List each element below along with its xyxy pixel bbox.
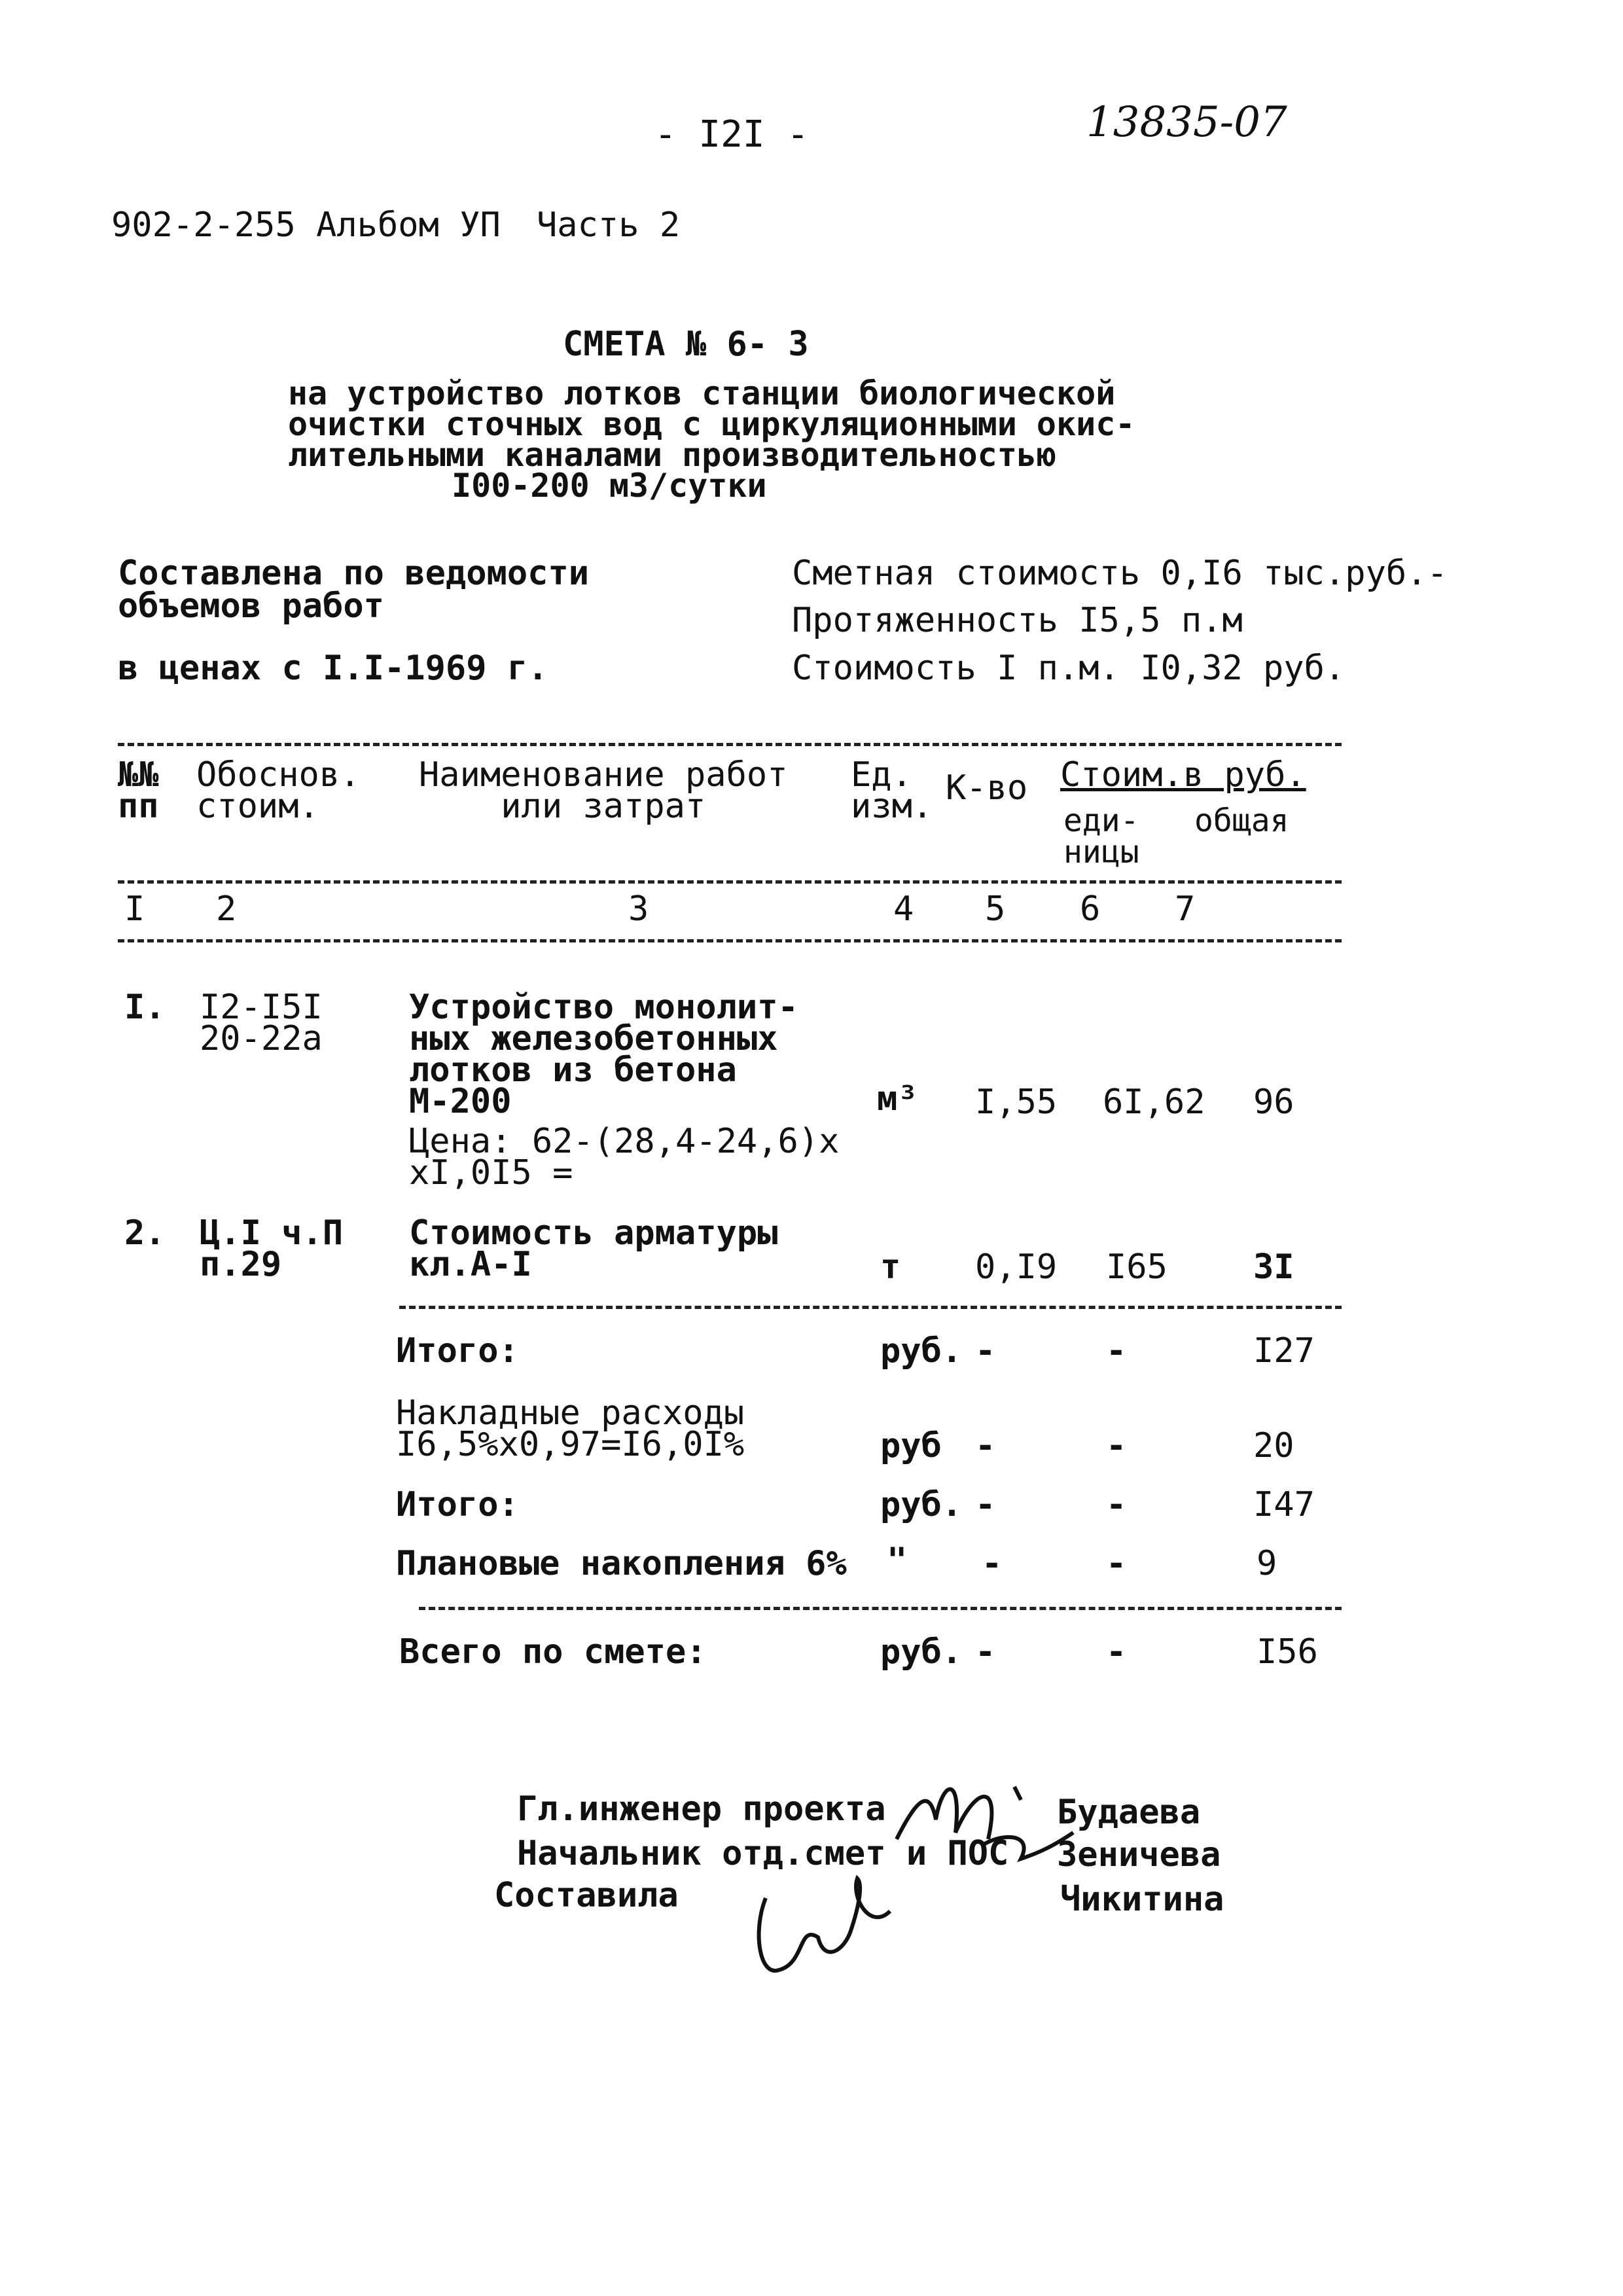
planned-savings-total: 9 xyxy=(1257,1544,1277,1583)
subtotal-2-qty: - xyxy=(975,1485,996,1524)
planned-savings-qty: - xyxy=(982,1544,1003,1583)
inventory-number: 13835-07 xyxy=(1086,98,1287,147)
row-2-unit: т xyxy=(880,1247,901,1287)
col-number-6: 6 xyxy=(1080,889,1101,929)
row-2-unit-price: I65 xyxy=(1106,1247,1168,1287)
planned-savings-unit: " xyxy=(887,1541,908,1580)
subtitle-line-2: очистки сточных вод с циркуляционными окис- xyxy=(288,405,1135,443)
subtitle-line-1: на устройство лотков станции биологической xyxy=(288,374,1116,412)
header-cost: Стоим.в руб. xyxy=(1060,755,1306,795)
header-basis: Обоснов. стоим. xyxy=(196,755,361,826)
col-number-3: 3 xyxy=(628,889,649,929)
signature-name-chief-engineer: Будаева xyxy=(1057,1793,1201,1832)
subtotal-2-total: I47 xyxy=(1253,1485,1315,1524)
compiled-from-line-2: объемов работ xyxy=(118,586,384,626)
grand-total-price: - xyxy=(1106,1632,1127,1672)
signature-role-chief-engineer: Гл.инженер проекта xyxy=(517,1789,886,1829)
planned-savings-price: - xyxy=(1106,1544,1127,1583)
row-1-name: Устройство монолит- ных железобетонных лотков из бетона М-200 xyxy=(409,988,798,1121)
header-bottom-rule xyxy=(118,939,1342,942)
part-label: Часть 2 xyxy=(537,206,681,245)
estimated-cost: Сметная стоимость 0,I6 тыс.руб.- xyxy=(792,554,1448,593)
subtotal-2-label: Итого: xyxy=(396,1485,519,1524)
row-1-unit-price: 6I,62 xyxy=(1103,1083,1205,1122)
overhead-qty: - xyxy=(975,1426,996,1465)
grand-total-label: Всего по смете: xyxy=(399,1632,707,1672)
header-qty: К-во xyxy=(946,768,1028,808)
page-number: - I2I - xyxy=(654,113,810,156)
header-num: №№ пп xyxy=(118,755,159,826)
grand-total-total: I56 xyxy=(1257,1632,1318,1672)
subtitle-line-3: лительными каналами производительностью xyxy=(288,436,1056,474)
signature-name-department-head: Зеничева xyxy=(1057,1835,1221,1874)
header-mid-rule xyxy=(118,880,1342,884)
subtotal-label: Итого: xyxy=(396,1331,519,1371)
grand-total-qty: - xyxy=(975,1632,996,1672)
unit-cost-info: Стоимость I п.м. I0,32 руб. xyxy=(792,649,1346,688)
col-number-1: I xyxy=(124,889,145,929)
row-1-num: I. xyxy=(124,988,166,1027)
album-reference: 902-2-255 Альбом УП xyxy=(111,206,501,245)
subtotal-price: - xyxy=(1106,1331,1127,1371)
col-number-2: 2 xyxy=(216,889,237,929)
rows-bottom-rule xyxy=(399,1306,1342,1309)
row-1-total: 96 xyxy=(1253,1083,1294,1122)
price-basis: в ценах с I.I-1969 г. xyxy=(118,649,548,688)
row-2-total: 3I xyxy=(1253,1247,1294,1287)
subtotal-unit: руб. xyxy=(880,1331,963,1371)
subtotal-qty: - xyxy=(975,1331,996,1371)
signature-role-compiler: Составила xyxy=(494,1876,679,1915)
signature-mark-chief-engineer xyxy=(890,1761,1099,1885)
signature-name-compiler: Чикитина xyxy=(1060,1880,1224,1919)
overhead-label: Накладные расходы I6,5%х0,97=I6,0I% xyxy=(396,1393,745,1464)
row-1-qty: I,55 xyxy=(975,1083,1058,1122)
subtitle-line-4: I00-200 м3/сутки xyxy=(452,467,767,505)
row-2-basis: Ц.I ч.П п.29 xyxy=(200,1213,344,1284)
row-2-num: 2. xyxy=(124,1213,166,1253)
subtotal-2-price: - xyxy=(1106,1485,1127,1524)
col-number-4: 4 xyxy=(893,889,914,929)
row-2-name: Стоимость арматуры кл.А-I xyxy=(409,1213,778,1284)
row-1-price-note: Цена: 62-(28,4-24,6)х хI,0I5 = xyxy=(409,1122,840,1193)
header-cost-unit: еди- ницы xyxy=(1063,802,1139,870)
col-number-5: 5 xyxy=(985,889,1006,929)
grand-total-unit: руб. xyxy=(880,1632,963,1672)
planned-savings-label: Плановые накопления 6% xyxy=(396,1544,847,1583)
length-info: Протяженность I5,5 п.м xyxy=(792,601,1243,640)
grand-total-rule xyxy=(419,1607,1342,1610)
overhead-price: - xyxy=(1106,1426,1127,1465)
overhead-total: 20 xyxy=(1253,1426,1294,1465)
header-top-rule xyxy=(118,743,1342,746)
subtotal-2-unit: руб. xyxy=(880,1485,963,1524)
header-cost-total: общая xyxy=(1194,802,1289,839)
row-1-unit: м³ xyxy=(877,1079,918,1119)
subtotal-total: I27 xyxy=(1253,1331,1315,1371)
compiled-from-line-1: Составлена по ведомости xyxy=(118,554,590,593)
header-unit: Ед. изм. xyxy=(851,755,933,826)
header-name: Наименование работ или затрат xyxy=(419,755,788,826)
signature-mark-compiler xyxy=(746,1872,903,1983)
row-1-basis: I2-I5I 20-22а xyxy=(200,988,323,1058)
overhead-unit: руб xyxy=(880,1426,942,1465)
signature-role-department-head: Начальник отд.смет и ПОС xyxy=(517,1834,1009,1873)
col-number-7: 7 xyxy=(1175,889,1196,929)
row-2-qty: 0,I9 xyxy=(975,1247,1058,1287)
document-title: СМЕТА № 6- 3 xyxy=(563,325,809,364)
